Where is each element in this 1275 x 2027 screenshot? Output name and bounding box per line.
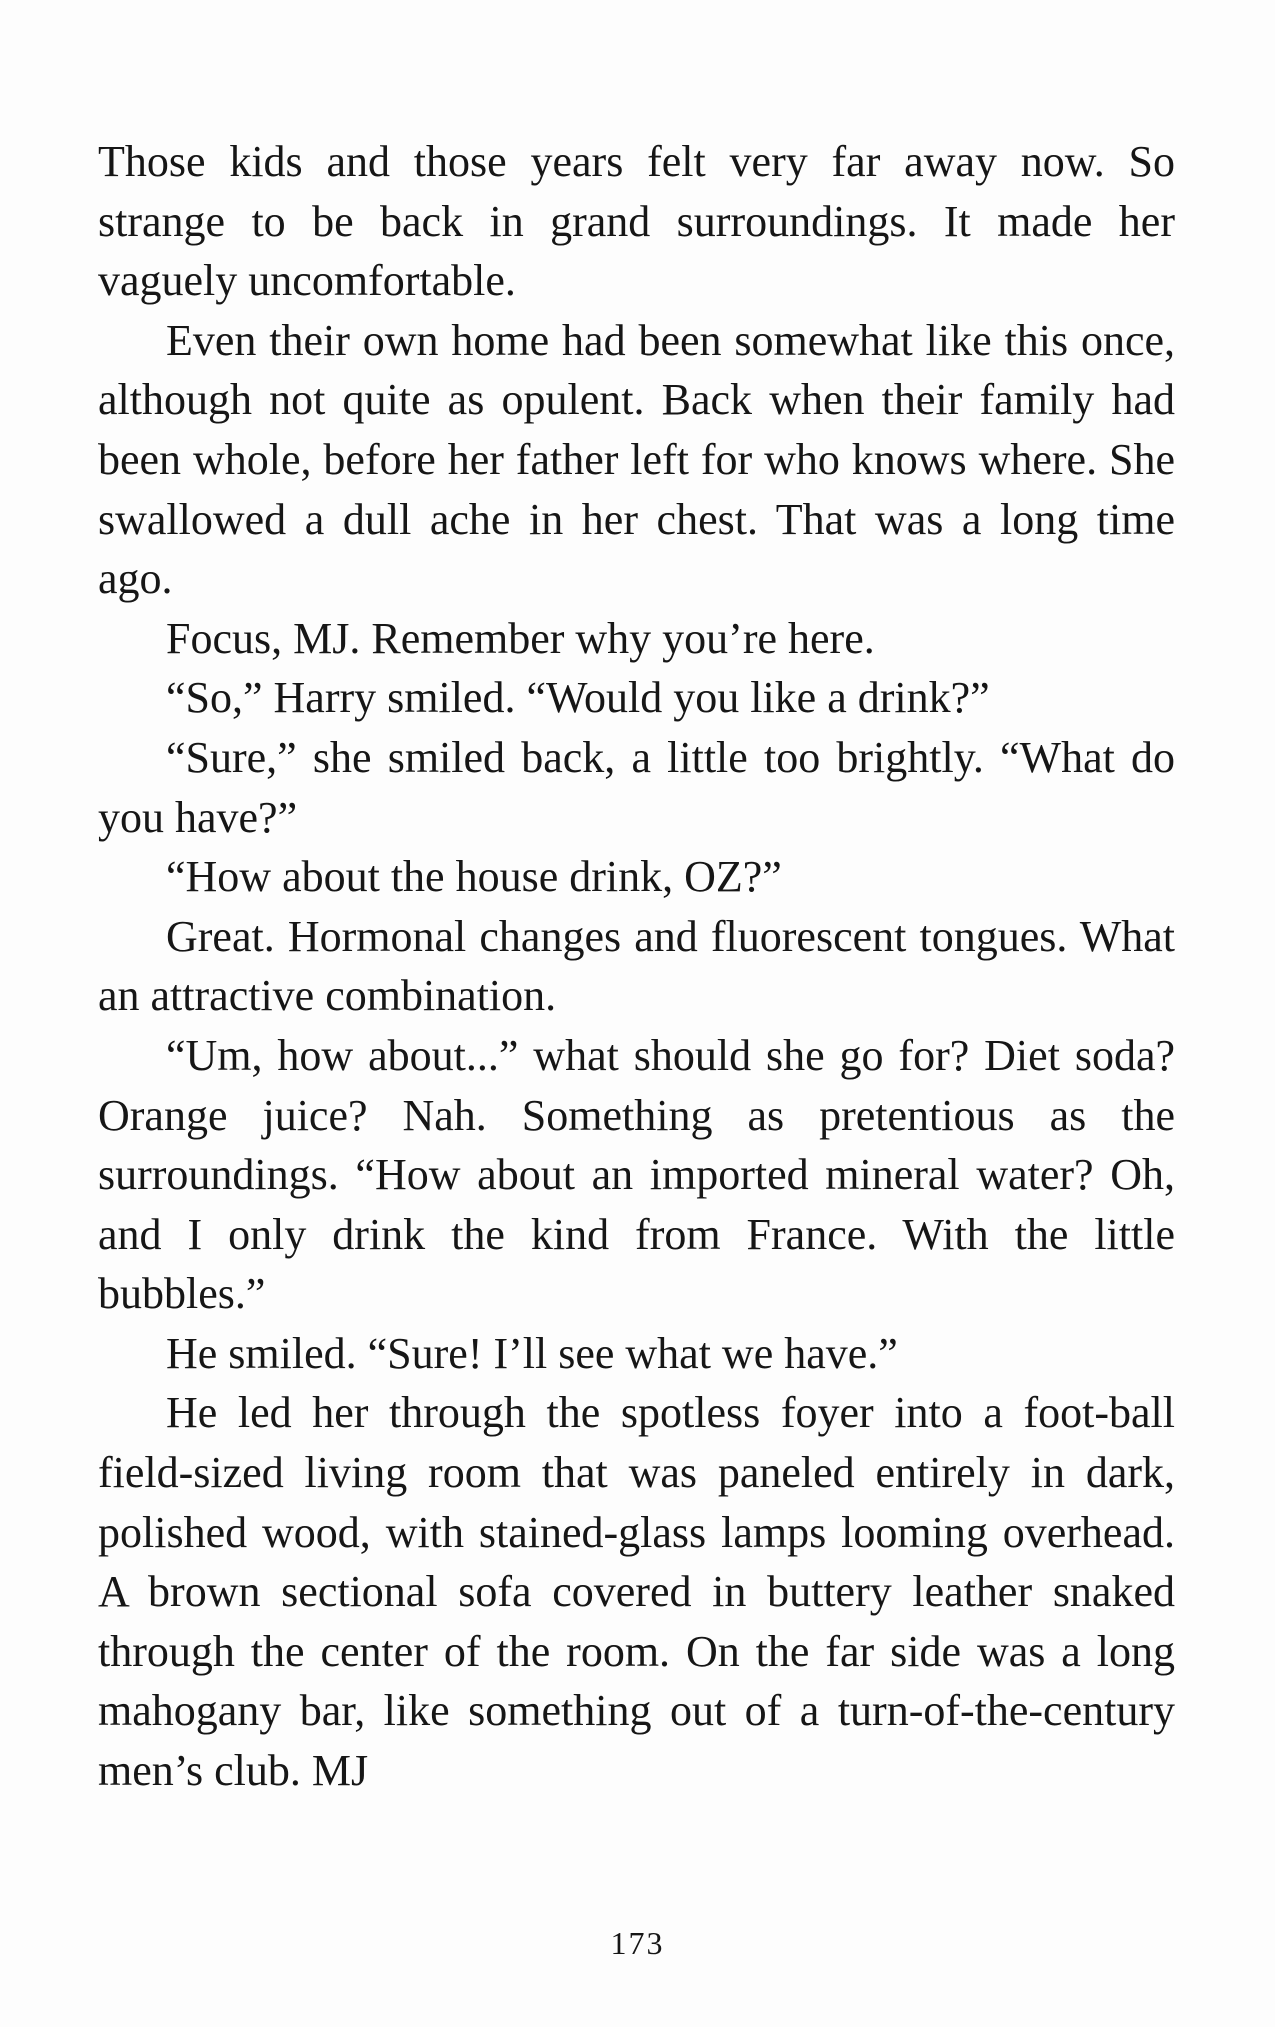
paragraph: Focus, MJ. Remember why you’re here.	[166, 613, 875, 663]
paragraph: Great. Hormonal changes and fluorescent tongues. What an attractive combination.	[98, 911, 1175, 1021]
body-text	[98, 132, 1175, 1801]
paragraph: He smiled. “Sure! I’ll see what we have.”	[166, 1328, 898, 1378]
paragraph: “So,” Harry smiled. “Would you like a drink?”	[166, 673, 990, 723]
paragraph: Those kids and those years felt very far away now. So strange to be back in grand surroundings. It made her vaguely uncomfortable.	[98, 137, 1175, 306]
paragraph: “How about the house drink, OZ?”	[166, 852, 782, 902]
paragraph: “Um, how about...” what should she go for? Diet soda? Orange juice? Nah. Something as pretentious as the surroundings. “How about an imported mineral water? Oh, and I only drink the kind from France. With the little bubbles.”	[98, 1030, 1175, 1319]
paragraph: Even their own home had been somewhat like this once, although not quite as opulent. Back when their family had been whole, before her father left for who knows where. She swallowed a dull ache in her chest. That was a long time ago.	[98, 315, 1175, 604]
paragraph: He led her through the spotless foyer into a foot-ball field-sized living room that was paneled entirely in dark, polished wood, with stained-glass lamps looming overhead. A brown sectional sofa covered in buttery leather snaked through the center of the room. On the far side was a long mahogany bar, like something out of a turn-of-the-century men’s club. MJ	[98, 1388, 1175, 1796]
paragraph: “Sure,” she smiled back, a little too brightly. “What do you have?”	[98, 732, 1175, 842]
page-number: 173	[610, 1925, 665, 1961]
